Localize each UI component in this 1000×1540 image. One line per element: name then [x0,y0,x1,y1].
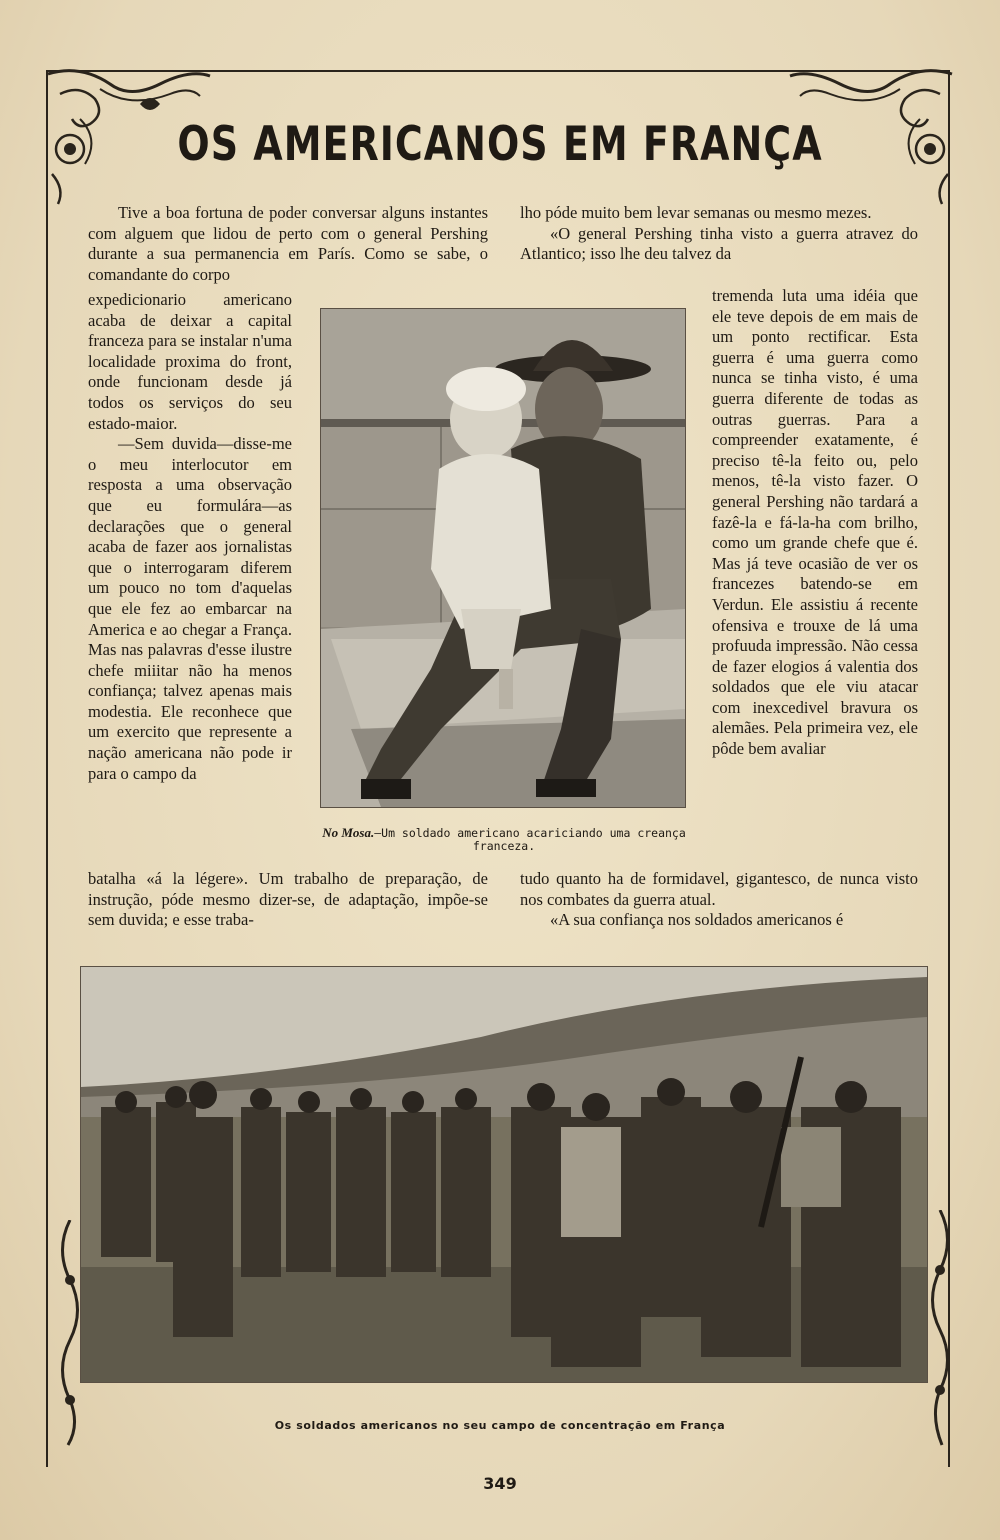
paragraph-tremenda-luta: tremenda luta uma idéia que ele teve depois de em mais de um ponto rectificar. Esta guerra é uma guerra como nunca se tinha visto, é uma guerra diferente de todas as outras guerras. Para a compreender exatamente, é preciso tê-la feito ou, pelo menos, tê-la visto fazer. O general Pershing não tardará a fazê-la e fá-la-ha com brilho, como um grande chefe que é. Mas já teve ocasião de ver os francezes batendo-se em Verdun. Ele assistiu á recente ofensiva e trouxe de lá uma profuuda impressão. Não cessa de fazer elogios á valentia dos soldados que ele viu atacar com inexcedivel bravura os alemães. Pela primeira vez, ele pôde bem avaliar [712,286,918,759]
column-2-top [520,203,918,265]
paragraph-batalha: batalha «á la légere». Um trabalho de preparação, de instrução, póde mesmo dizer-se, de adaptação, impõe-se sem duvida; e esse traba- [88,869,488,930]
column-1-narrow [88,290,292,784]
article-title: OS AMERICANOS EM FRANÇA [177,116,823,171]
column-1-top [88,203,488,285]
caption-lead: No Mosa. [322,825,375,840]
paragraph-general-pershing: «O general Pershing tinha visto a guerra atravez do Atlantico; isso lhe deu talvez da [520,223,918,264]
photo-caption-soldier [318,826,690,853]
paragraph-expedicionario: expedicionario americano acaba de deixar a capital franceza para se instalar n'uma localidade proxima do front, onde funcionam desde já todos os serviços do seu estado-maior. [88,290,292,433]
column-2-narrow [712,286,918,760]
column-2-bottom [520,869,918,931]
paragraph-lho-pode: lho póde muito bem levar semanas ou mesmo mezes. [520,203,872,222]
photo-soldiers-camp [80,966,928,1383]
photo-soldier-with-child [320,308,686,808]
column-1-bottom [88,869,488,931]
paragraph-tudo-quanto: tudo quanto ha de formidavel, gigantesco, de nunca visto nos combates da guerra atual. [520,869,918,909]
caption-text: —Um soldado americano acariciando uma creança franceza. [374,826,686,853]
paragraph-intro: Tive a boa fortuna de poder conversar alguns instantes com alguem que lidou de perto com o general Pershing durante a sua permanencia em París. Como se sabe, o comandante do corpo [88,203,488,284]
paragraph-sem-duvida: —Sem duvida—disse-me o meu interlocutor em resposta a uma observação que eu formulára—as declarações que o general acaba de fazer aos jornalistas que o interrogaram diferem um pouco no tom d'aquelas que ele fez ao embarcar na America e ao chegar a França. Mas nas palavras d'esse ilustre chefe miiitar não ha menos confiança; talvez apenas mais modestia. Ele reconhece que um exercito que represente a nação americana não pode ir para o campo da [88,434,292,783]
photo-caption-camp: Os soldados americanos no seu campo de concentração em França [274,1419,726,1432]
page-number: 349 [483,1474,517,1493]
paragraph-confianca: «A sua confiança nos soldados americanos é [550,910,844,930]
